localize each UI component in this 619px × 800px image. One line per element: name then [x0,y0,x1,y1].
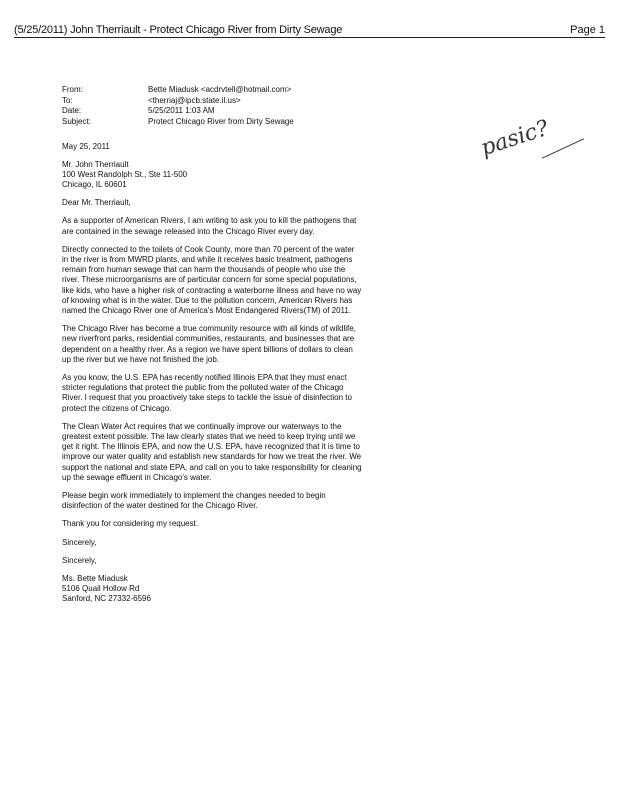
handwritten-mark: pasic? [477,115,552,162]
paragraph: As a supporter of American Rivers, I am writing to ask you to kill the pathogens that are contained in the sewage released into the Chicago River every day. [62,216,357,236]
paragraph: The Clean Water Act requires that we continually improve our waterways to the greatest extent possible. The law clearly states that we need to keep trying until we get it right. The Illinois EPA, and now the U.S. EPA, have recognized that it is time to improve our water quality and establish new standards for how we treat the river. We support the national and state EPA, and call on you to take responsibility for cleaning up the sewage effluent in Chicago's water. [62,421,362,482]
meta-to-label: To: [62,95,73,105]
letter-date: May 25, 2011 [62,142,110,151]
meta-subject-row [62,117,294,128]
meta-from-row [62,85,294,96]
meta-subject-label: Subject: [62,116,91,126]
meta-date-label: Date: [62,106,82,115]
signature-line: Ms. Bette Miadusk [62,574,128,584]
closing: Sincerely, [62,555,97,565]
meta-to-row [62,96,294,107]
handwritten-stroke [542,138,584,158]
sender-signature [62,574,362,604]
meta-date-value: 5/25/2011 1:03 AM [148,106,215,115]
address-line: Mr. John Therriault [62,160,129,170]
meta-to-value: <therriaj@ipcb.state.il.us> [148,95,241,105]
closing: Sincerely, [62,537,97,547]
paragraph: As you know, the U.S. EPA has recently notified Illinois EPA that they must enact stricter regulations that protect the public from the polluted water of the Chicago River. I request that you proactively take steps to tackle the issue of disinfection to protect the citizens of Chicago. [62,373,352,413]
address-line: Chicago, IL 60601 [62,180,127,190]
meta-date-row [62,106,294,117]
email-metadata [62,85,294,127]
signature-line: 5106 Quail Hollow Rd [62,584,140,594]
letter-body [62,142,362,604]
paragraph: The Chicago River has become a true community resource with all kinds of wildlife, new riverfront parks, residential communities, restaurants, and businesses that are dependent on a healthy river. As a region we have spent billions of dollars to clean up the river but we have not finished the job. [62,324,356,364]
salutation: Dear Mr. Therriault, [62,198,131,208]
recipient-address [62,160,362,190]
paragraph: Please begin work immediately to implement the changes needed to begin disinfection of the water destined for the Chicago River. [62,491,326,511]
paragraph: Thank you for considering my request. [62,519,199,529]
meta-from-value: Bette Miadusk <acdrvtell@hotmail.com> [148,85,292,94]
paragraph: Directly connected to the toilets of Cook County, more than 70 percent of the water in the river is from MWRD plants, and while it receives basic treatment, pathogens remain from human sewage that can harm the thousands of people who use the river. These microorganisms are of particular concern for some special populations, like kids, who have a higher risk of contracting a waterborne illness and have no way of knowing what is in the water. Due to the pollution concern, American Rivers has named the Chicago River one of America's Most Endangered Rivers(TM) of 2011. [62,244,362,316]
meta-from-label: From: [62,85,83,94]
document-header-title: (5/25/2011) John Therriault - Protect Chicago River from Dirty Sewage [14,24,343,36]
meta-subject-value: Protect Chicago River from Dirty Sewage [148,116,294,126]
header-divider [14,37,605,38]
signature-line: Sanford, NC 27332-6596 [62,594,151,604]
address-line: 100 West Randolph St., Ste 11-500 [62,170,188,180]
page-number: Page 1 [570,24,605,36]
